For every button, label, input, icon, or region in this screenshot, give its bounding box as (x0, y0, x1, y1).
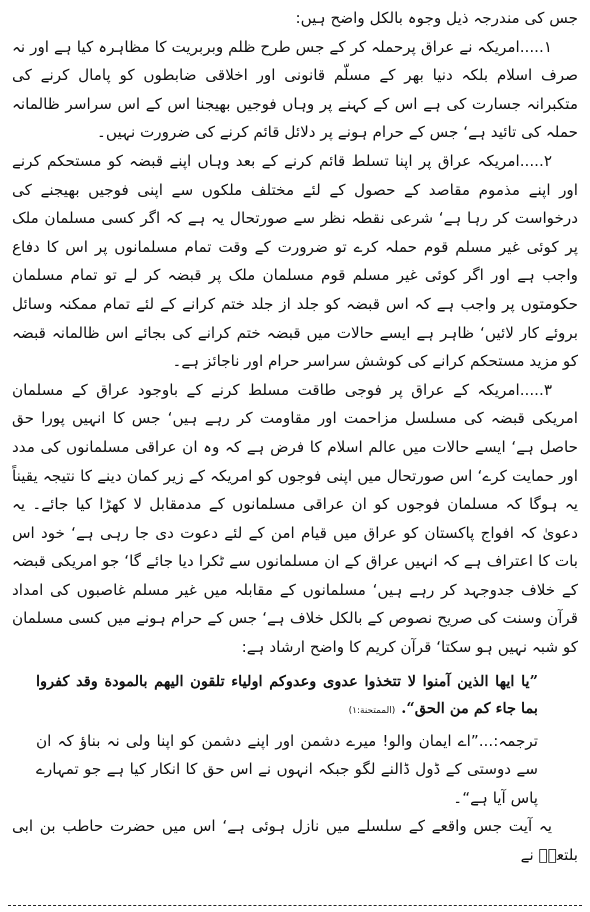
point-3 (12, 376, 578, 662)
point-1 (12, 33, 578, 147)
quran-quote-block (36, 668, 538, 813)
point-1-label: ١..... (519, 37, 552, 56)
point-3-text: امریکہ کے عراق پر فوجی طاقت مسلط کرنے کے باوجود عراق کے مسلمان امریکی قبضہ کی مسلسل مزاحمت اور مقاومت کر رہے ہیں‘ جس کا انہیں پورا حق حاصل ہے‘ ایسے حالات میں عالم اسلام کا فرض ہے کہ وہ ان عراقی مسلمانوں کی مدد اور حمایت کرے‘ اس صورتحال میں اپنی فوجوں کو امریکہ کے زیر کمان دینے کا نتیجہ یقیناً یہ ہوگا کہ مسلمان فوجوں کو ان عراقی مسلمانوں کے مدمقابل لا کھڑا کیا جائے۔ یہ دعویٰ کہ افواج پاکستان کو عراق میں قیام امن کے لئے دعوت دی جا رہی ہے‘ خود اس بات کا اعتراف ہے کہ انہیں عراق کے ان مسلمانوں سے ٹکرا دیا جائے گا‘ جو امریکی قبضہ کے خلاف جدوجہد کر رہے ہیں‘ مسلمانوں کے مقابلہ میں غیر مسلم غاصبوں کی امداد قرآن وسنت کی صریح نصوص کے بالکل خلاف ہے‘ جس کے حرام ہونے میں کسی مسلمان کو شبہ نہیں ہو سکتا‘ قرآن کریم کا واضح ارشاد ہے: (12, 380, 578, 657)
closing-line: یہ آیت جس واقعے کے سلسلے میں نازل ہوئی ہے‘ اس میں حضرت حاطب بن ابی بلتعہؓ نے (12, 817, 578, 865)
point-2 (12, 147, 578, 376)
point-3-label: ٣..... (519, 380, 552, 399)
point-2-label: ٢..... (519, 151, 552, 170)
point-2-text: امریکہ عراق پر اپنا تسلط قائم کرنے کے بعد وہاں اپنے قبضہ کو مستحکم کرنے اور اپنے مذموم مقاصد کے حصول کے لئے مختلف ملکوں سے اپنی فوجیں بھیجنے کی درخواست کر رہا ہے‘ شرعی نقطہ نظر سے صورتحال یہ ہے کہ اگر کسی مسلمان ملک پر کوئی غیر مسلم قوم حملہ کرے تو ضرورت کے وقت تمام مسلمانوں پر اس کا دفاع واجب ہے اور اگر کوئی غیر مسلم قوم مسلمان ملک پر قبضہ کر لے تو تمام مسلمان حکومتوں پر واجب ہے کہ اس قبضہ کو جلد از جلد ختم کرانے کے لئے تمام ممکنہ وسائل بروئے کار لائیں‘ ظاہر ہے ایسے حالات میں قبضہ ختم کرانے کی بجائے اس ظالمانہ قبضہ کو مزید مستحکم کرانے کی کوشش سراسر حرام اور ناجائز ہے۔ (12, 151, 578, 371)
verse-translation (36, 727, 538, 813)
document-page (12, 4, 578, 894)
intro-line: جس کی مندرجہ ذیل وجوہ بالکل واضح ہیں: (295, 9, 578, 27)
arabic-verse-text: ”یا ایها الذین آمنوا لا تتخذوا عدوی وعدوكم اولیاء تلقون الیهم بالمودة وقد كفروا بما جاء كم من الحق“. (36, 672, 538, 717)
translation-label: ترجمہ:... (478, 731, 538, 750)
translation-text: ”اے ایمان والو! میرے دشمن اور اپنے دشمن کو اپنا ولی نہ بناؤ کہ ان سے دوستی کے ڈول ڈالنے لگو جبکہ انہوں نے اس حق کا انکار کیا ہے جو تمہارے پاس آیا ہے“۔ (36, 731, 538, 807)
arabic-verse (36, 668, 538, 725)
verse-citation: (الممتحنة:١) (348, 705, 396, 716)
page-bottom-divider (8, 905, 582, 906)
point-1-text: امریکہ نے عراق پرحملہ کر کے جس طرح ظلم وبربریت کا مظاہرہ کیا ہے اور نہ صرف اسلام بلکہ دنیا بھر کے مسلّم قانونی اور اخلاقی ضابطوں کو پامال کرنے کی متکبرانہ جسارت کی ہے اس کے کہنے پر وہاں فوجیں بھیجنا اس کے اس سراسر ظالمانہ حملہ کی تائید ہے‘ جس کے حرام ہونے پر دلائل قائم کرنے کی ضرورت نہیں۔ (12, 37, 578, 142)
